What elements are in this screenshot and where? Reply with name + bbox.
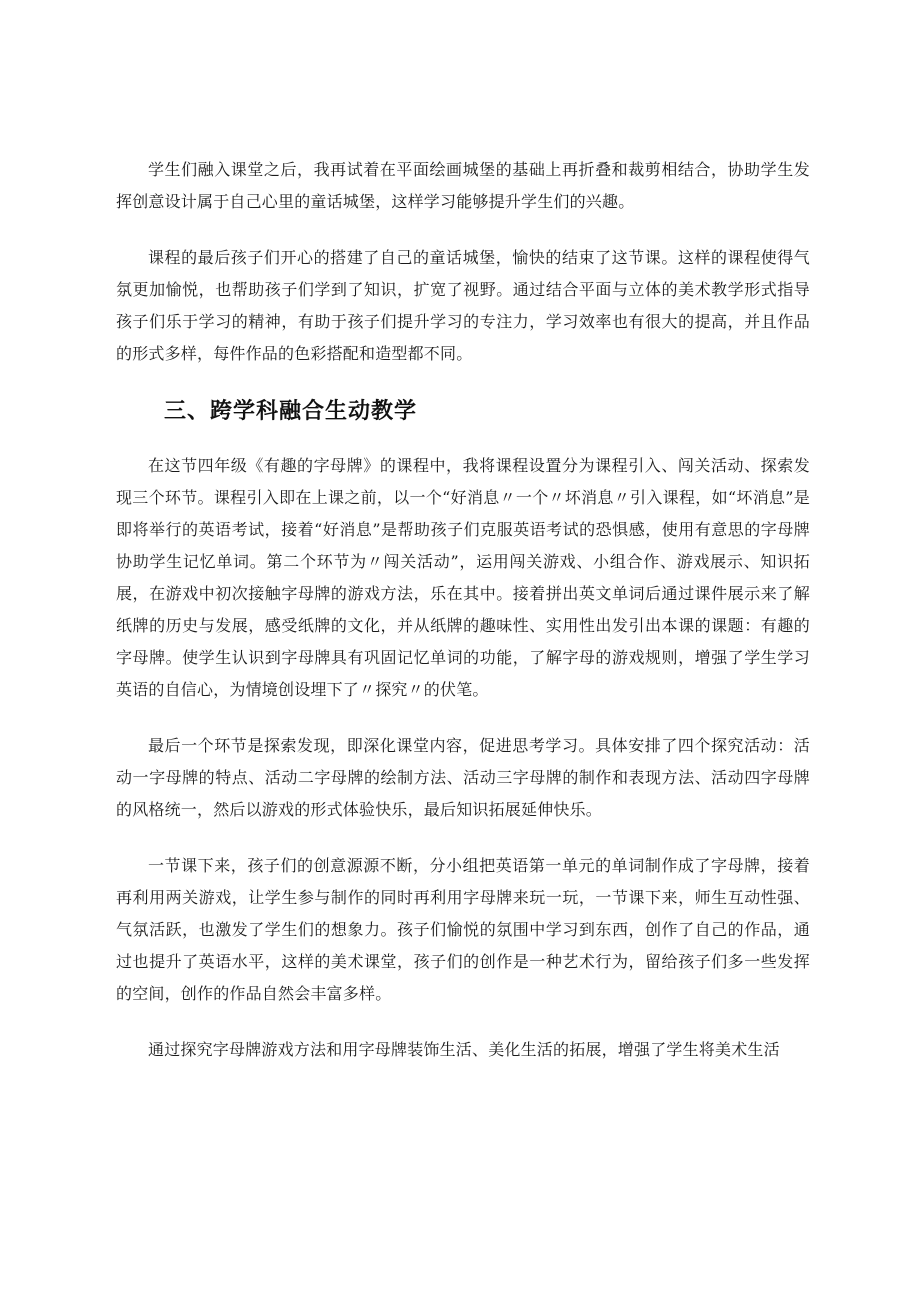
paragraph-castle-folding: 学生们融入课堂之后，我再试着在平面绘画城堡的基础上再折叠和裁剪相结合，协助学生发挥创意设计属于自己心里的童话城堡，这样学习能够提升学生们的兴趣。: [116, 160, 810, 211]
paragraph-lesson-outcome: 一节课下来，孩子们的创意源源不断，分小组把英语第一单元的单词制作成了字母牌，接着再利用两关游戏，让学生参与制作的同时再利用字母牌来玩一玩，一节课下来，师生互动性强、气氛活跃，也激发了学生们的想象力。孩子们愉悦的氛围中学习到东西，创作了自己的作品，通过也提升了英语水平，这样的美术课堂，孩子们的创作是一种艺术行为，留给孩子们多一些发挥的空间，创作的作品自然会丰富多样。: [116, 856, 810, 1003]
paragraph-letter-cards-course: 在这节四年级《有趣的字母牌》的课程中，我将课程设置分为课程引入、闯关活动、探索发现三个环节。课程引入即在上课之前，以一个“好消息〃一个〃坏消息〃引入课程，如“坏消息”是即将举行的英语考试，接着“好消息”是帮助孩子们克服英语考试的恐惧感，使用有意思的字母牌协助学生记忆单词。第二个环节为〃闯关活动”，运用闯关游戏、小组合作、游戏展示、知识拓展，在游戏中初次接触字母牌的游戏方法，乐在其中。接着拼出英文单词后通过课件展示来了解纸牌的历史与发展，感受纸牌的文化，并从纸牌的趣味性、实用性出发引出本课的课题：有趣的字母牌。使学生认识到字母牌具有巩固记忆单词的功能，了解字母的游戏规则，增强了学生学习英语的自信心，为情境创设埋下了〃探究〃的伏笔。: [116, 456, 810, 699]
paragraph-extension: 通过探究字母牌游戏方法和用字母牌装饰生活、美化生活的拓展，增强了学生将美术生活: [148, 1040, 780, 1059]
paragraph-exploration-stage: 最后一个环节是探索发现，即深化课堂内容，促进思考学习。具体安排了四个探究活动：活动一字母牌的特点、活动二字母牌的绘制方法、活动三字母牌的制作和表现方法、活动四字母牌的风格统一，然后以游戏的形式体验快乐，最后知识拓展延伸快乐。: [116, 736, 810, 819]
paragraph-castle-conclusion: 课程的最后孩子们开心的搭建了自己的童话城堡，愉快的结束了这节课。这样的课程使得气氛更加愉悦，也帮助孩子们学到了知识，扩宽了视野。通过结合平面与立体的美术教学形式指导孩子们乐于学习的精神，有助于孩子们提升学习的专注力，学习效率也有很大的提高，并且作品的形式多样，每件作品的色彩搭配和造型都不同。: [116, 248, 810, 363]
section-heading: 三、跨学科融合生动教学: [164, 398, 418, 424]
document-body: [116, 154, 810, 1090]
